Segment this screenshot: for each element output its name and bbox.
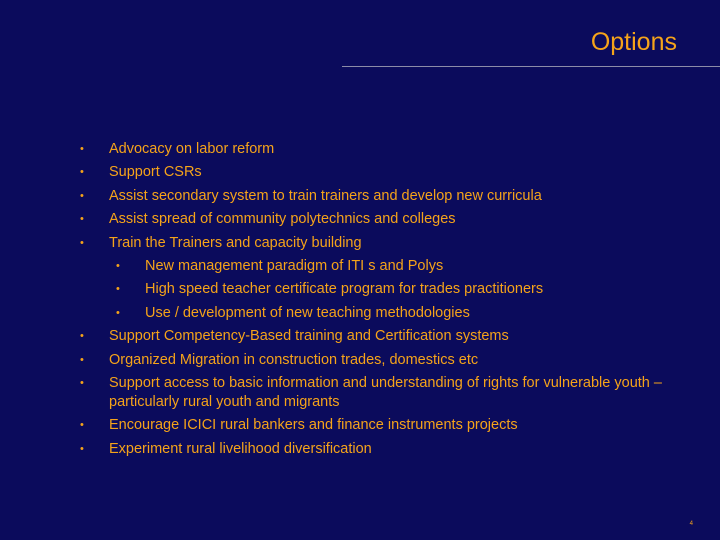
bullet-icon: •	[80, 166, 84, 179]
list-item-text: Support Competency-Based training and Certification systems	[109, 328, 509, 345]
list-item-text: Train the Trainers and capacity building	[109, 234, 362, 251]
list-item	[0, 327, 720, 346]
bullet-icon: •	[116, 283, 120, 296]
list-item-text: High speed teacher certificate program for trades practitioners	[145, 281, 544, 298]
list-item-text: Advocacy on labor reform	[109, 141, 275, 157]
list-item	[0, 187, 720, 206]
bullet-icon: •	[116, 306, 120, 319]
list-item-text: Assist spread of community polytechnics and colleges	[109, 211, 456, 228]
list-item-text: Assist secondary system to train trainers and develop new curricula	[109, 187, 542, 204]
bullet-icon: •	[80, 419, 84, 432]
list-item-text: Support access to basic information and understanding of rights for vulnerable youth – particularly rural youth and migrants	[109, 374, 662, 410]
list-item	[0, 351, 720, 370]
bullet-icon: •	[80, 442, 84, 455]
list-item	[0, 163, 720, 182]
slide-title: Options	[590, 28, 677, 56]
bullet-icon: •	[80, 353, 84, 366]
list-item	[0, 416, 720, 435]
list-item-text: Support CSRs	[109, 164, 202, 181]
title-divider	[342, 66, 720, 67]
list-item	[0, 140, 720, 159]
bullet-icon: •	[116, 259, 120, 272]
sub-list-item	[0, 280, 720, 299]
list-item-text: Experiment rural livelihood diversification	[109, 440, 372, 457]
bullet-list	[0, 140, 720, 463]
list-item-text: New management paradigm of ITI s and Polys	[145, 257, 444, 274]
bullet-icon: •	[80, 376, 84, 389]
list-item	[0, 210, 720, 229]
list-item	[0, 374, 720, 412]
list-item-text: Use / development of new teaching methodologies	[145, 304, 470, 321]
list-item-text: Encourage ICICI rural bankers and finance instruments projects	[109, 417, 518, 434]
bullet-icon: •	[80, 143, 84, 155]
bullet-icon: •	[80, 236, 84, 249]
list-item	[0, 440, 720, 459]
page-number: 4	[689, 521, 693, 527]
list-item-text: Organized Migration in construction trades, domestics etc	[109, 351, 479, 368]
sub-list-item	[0, 257, 720, 276]
bullet-icon: •	[80, 189, 84, 202]
bullet-icon: •	[80, 330, 84, 343]
sub-list-item	[0, 304, 720, 323]
list-item	[0, 234, 720, 253]
bullet-icon: •	[80, 213, 84, 226]
